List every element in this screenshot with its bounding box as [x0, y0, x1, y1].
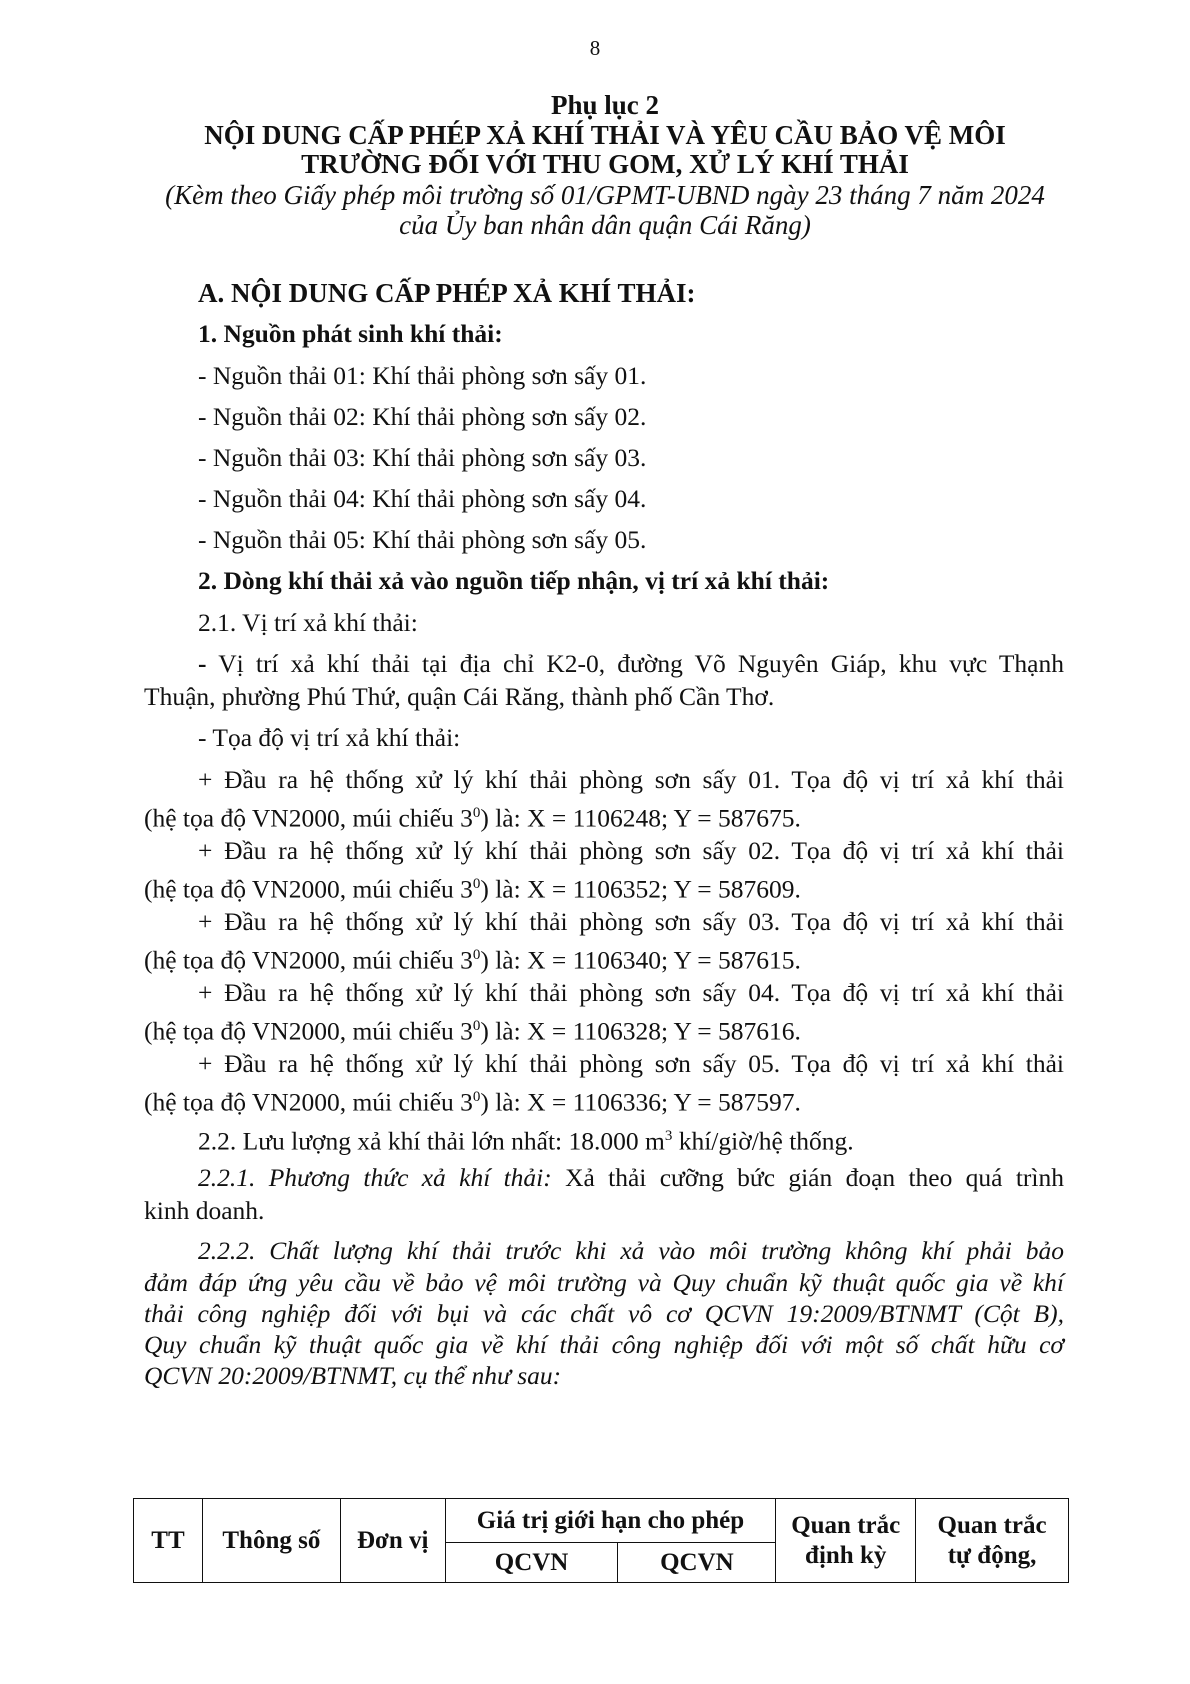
coord-line-1: + Đầu ra hệ thống xử lý khí thải phòng sơn sấy 05. Tọa độ vị trí xả khí thải [198, 1049, 1064, 1078]
subtitle-line-2: của Ủy ban nhân dân quận Cái Răng) [399, 210, 811, 240]
quality-line: QCVN 20:2009/BTNMT, cụ thể như sau: [144, 1361, 562, 1390]
flow-rate: 2.2. Lưu lượng xả khí thải lớn nhất: 18.000 $m^3$ khí/giờ/hệ thống. [198, 1126, 854, 1156]
subtitle-line-1: (Kèm theo Giấy phép môi trường số 01/GPMT-UBND ngày 23 tháng 7 năm 2024 [165, 180, 1045, 210]
coord-line-1: + Đầu ra hệ thống xử lý khí thải phòng sơn sấy 04. Tọa độ vị trí xả khí thải [198, 978, 1064, 1007]
method-line-1: 2.2.1. Phương thức xả khí thải: Xả thải cưỡng bức gián đoạn theo quá trình [198, 1163, 1064, 1192]
col-unit-header: Đơn vị [340, 1499, 445, 1583]
quality-line: thải công nghiệp đối với bụi và các chất vô cơ QCVN 19:2009/BTNMT (Cột B), [144, 1299, 1064, 1328]
page-number: 8 [589, 36, 601, 60]
section-a-title: A. NỘI DUNG CẤP PHÉP XẢ KHÍ THẢI: [198, 278, 696, 308]
method-line-2: kinh doanh. [144, 1196, 265, 1225]
heading-1: 1. Nguồn phát sinh khí thải: [198, 319, 503, 348]
title-line-1: NỘI DUNG CẤP PHÉP XẢ KHÍ THẢI VÀ YÊU CẦU BẢO VỆ MÔI [204, 120, 1006, 150]
coord-heading: - Tọa độ vị trí xả khí thải: [198, 723, 461, 752]
quality-line: Quy chuẩn kỹ thuật quốc gia về khí thải công nghiệp đối với một số chất hữu cơ [144, 1330, 1064, 1359]
col-auto-header: Quan trắc tự động, [916, 1499, 1069, 1583]
coord-line-2: (hệ tọa độ VN2000, múi chiếu $3^0$) là: X = 1106340; Y = 587615. [144, 945, 801, 975]
coord-line-2: (hệ tọa độ VN2000, múi chiếu $3^0$) là: X = 1106352; Y = 587609. [144, 874, 801, 904]
title-line-2: TRƯỜNG ĐỐI VỚI THU GOM, XỬ LÝ KHÍ THẢI [301, 149, 909, 179]
location-line-1: - Vị trí xả khí thải tại địa chỉ K2-0, đường Võ Nguyên Giáp, khu vực Thạnh [198, 649, 1064, 678]
source-item: - Nguồn thải 02: Khí thải phòng sơn sấy 02. [198, 402, 647, 431]
source-item: - Nguồn thải 04: Khí thải phòng sơn sấy 04. [198, 484, 647, 513]
coord-line-2: (hệ tọa độ VN2000, múi chiếu $3^0$) là: X = 1106336; Y = 587597. [144, 1087, 801, 1117]
quality-line: 2.2.2. Chất lượng khí thải trước khi xả vào môi trường không khí phải bảo [198, 1236, 1064, 1265]
emission-limits-table [133, 1498, 1069, 1583]
source-item: - Nguồn thải 03: Khí thải phòng sơn sấy 03. [198, 443, 647, 472]
coord-line-1: + Đầu ra hệ thống xử lý khí thải phòng sơn sấy 03. Tọa độ vị trí xả khí thải [198, 907, 1064, 936]
subheading-2-1: 2.1. Vị trí xả khí thải: [198, 608, 418, 637]
col-periodic-header: Quan trắc định kỳ [776, 1499, 916, 1583]
coord-line-2: (hệ tọa độ VN2000, múi chiếu $3^0$) là: X = 1106248; Y = 587675. [144, 803, 801, 833]
heading-2: 2. Dòng khí thải xả vào nguồn tiếp nhận, vị trí xả khí thải: [198, 566, 830, 595]
col-qcvn-b-header: QCVN [618, 1543, 776, 1583]
coord-line-1: + Đầu ra hệ thống xử lý khí thải phòng sơn sấy 02. Tọa độ vị trí xả khí thải [198, 836, 1064, 865]
col-limit-header: Giá trị giới hạn cho phép [445, 1499, 776, 1543]
source-item: - Nguồn thải 01: Khí thải phòng sơn sấy 01. [198, 361, 647, 390]
source-item: - Nguồn thải 05: Khí thải phòng sơn sấy 05. [198, 525, 647, 554]
coord-line-2: (hệ tọa độ VN2000, múi chiếu $3^0$) là: X = 1106328; Y = 587616. [144, 1016, 801, 1046]
col-param-header: Thông số [202, 1499, 340, 1583]
appendix-title: Phụ lục 2 [550, 90, 660, 120]
col-qcvn-a-header: QCVN [445, 1543, 618, 1583]
col-tt-header: TT [134, 1499, 203, 1583]
coord-line-1: + Đầu ra hệ thống xử lý khí thải phòng sơn sấy 01. Tọa độ vị trí xả khí thải [198, 765, 1064, 794]
quality-line: đảm đáp ứng yêu cầu về bảo vệ môi trường và Quy chuẩn kỹ thuật quốc gia về khí [144, 1268, 1064, 1297]
location-line-2: Thuận, phường Phú Thứ, quận Cái Răng, thành phố Cần Thơ. [144, 682, 775, 711]
